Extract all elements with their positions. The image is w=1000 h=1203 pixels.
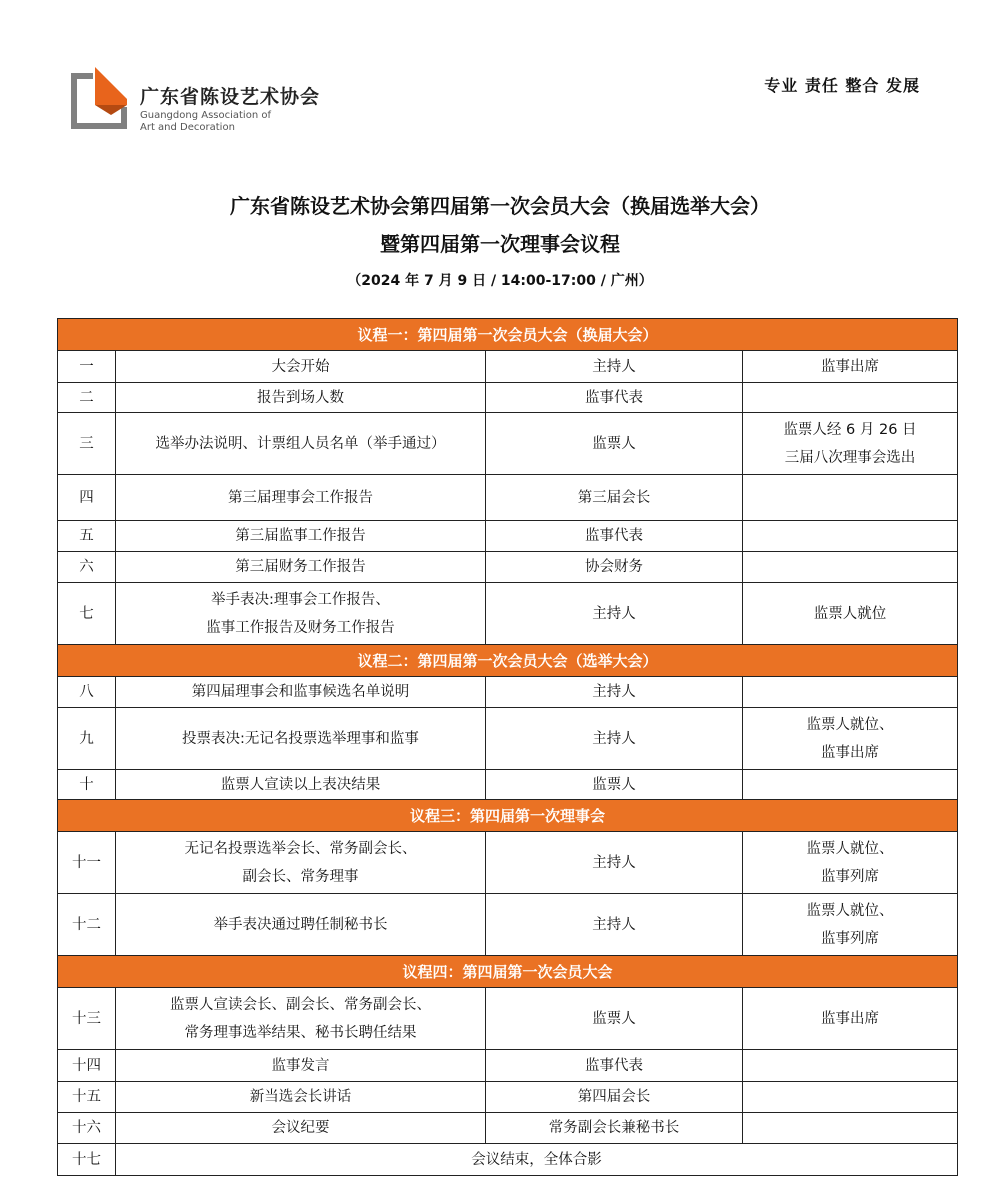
section-header-row — [58, 319, 958, 351]
document-subtitle: （2024 年 7 月 9 日 / 14:00-17:00 / 广州） — [347, 273, 653, 289]
table-row — [58, 413, 958, 475]
closing-text: 会议结束，全体合影 — [116, 1144, 958, 1176]
item-person: 主持人 — [486, 894, 743, 956]
item-number: 十二 — [58, 894, 116, 956]
item-number: 十七 — [58, 1144, 116, 1176]
section-title: 议程四：第四届第一次会员大会 — [58, 956, 958, 988]
item-person: 第四届会长 — [486, 1082, 743, 1113]
item-content — [116, 708, 486, 770]
item-number: 十 — [58, 770, 116, 800]
item-content — [116, 351, 486, 383]
closing-row — [58, 1144, 958, 1176]
item-note-line: 监票人就位、 — [806, 716, 894, 733]
item-number: 十一 — [58, 832, 116, 894]
item-person: 主持人 — [486, 708, 743, 770]
item-note — [743, 351, 958, 383]
item-note — [743, 1113, 958, 1144]
item-number: 四 — [58, 475, 116, 521]
item-content — [116, 413, 486, 475]
item-content-line: 第三届监事工作报告 — [235, 528, 366, 544]
org-name-en-line1: Guangdong Association of — [140, 110, 271, 121]
item-content — [116, 383, 486, 413]
table-row — [58, 521, 958, 552]
item-content-line: 第四届理事会和监事候选名单说明 — [191, 684, 410, 700]
table-row — [58, 832, 958, 894]
item-note-line: 监票人经 6 月 26 日 — [783, 421, 917, 438]
item-note-line: 监事出席 — [821, 744, 879, 761]
item-content — [116, 1113, 486, 1144]
item-content — [116, 583, 486, 645]
item-note-line: 监票人就位 — [813, 605, 887, 622]
item-note-line: 监事出席 — [821, 358, 879, 375]
item-content — [116, 552, 486, 583]
item-content-line: 监票人宣读会长、副会长、常务副会长、 — [170, 996, 431, 1013]
table-row — [58, 770, 958, 800]
item-content — [116, 475, 486, 521]
item-note — [743, 383, 958, 413]
org-name-en-line2: Art and Decoration — [140, 122, 235, 133]
table-row — [58, 383, 958, 413]
association-logo — [67, 67, 129, 129]
item-note — [743, 708, 958, 770]
item-content-line: 报告到场人数 — [257, 389, 344, 406]
item-number: 二 — [58, 383, 116, 413]
item-note-line: 监事列席 — [821, 868, 879, 885]
item-content-line: 监事工作报告及财务工作报告 — [206, 619, 395, 636]
item-person: 监票人 — [486, 413, 743, 475]
section-header-row — [58, 645, 958, 677]
item-content-line: 无记名投票选举会长、常务副会长、 — [184, 840, 417, 857]
item-note-line: 监票人就位、 — [806, 902, 894, 919]
table-row — [58, 1113, 958, 1144]
item-note-line: 三届八次理事会选出 — [784, 449, 916, 466]
item-person: 监票人 — [486, 770, 743, 800]
item-content — [116, 832, 486, 894]
table-row — [58, 1082, 958, 1113]
item-note — [743, 832, 958, 894]
item-number: 十三 — [58, 988, 116, 1050]
table-row — [58, 708, 958, 770]
org-name-cn: 广东省陈设艺术协会 — [140, 86, 321, 108]
item-content-line: 选举办法说明、计票组人员名单（举手通过） — [155, 435, 446, 452]
item-note — [743, 475, 958, 521]
item-content-line: 投票表决:无记名投票选举理事和监事 — [182, 730, 419, 747]
item-content-line: 举手表决通过聘任制秘书长 — [213, 916, 388, 933]
item-person: 监事代表 — [486, 1050, 743, 1082]
item-number: 十四 — [58, 1050, 116, 1082]
item-note — [743, 521, 958, 552]
item-person: 主持人 — [486, 677, 743, 708]
table-row — [58, 583, 958, 645]
item-content-line: 第三届财务工作报告 — [235, 559, 366, 575]
item-content-line: 常务理事选举结果、秘书长聘任结果 — [184, 1024, 417, 1041]
item-note-line: 监事列席 — [821, 930, 879, 947]
item-content-line: 监事发言 — [271, 1057, 330, 1074]
document-title-line2: 暨第四届第一次理事会议程 — [380, 232, 620, 256]
section-title: 议程二：第四届第一次会员大会（选举大会） — [58, 645, 958, 677]
item-note — [743, 583, 958, 645]
section-title: 议程一：第四届第一次会员大会（换届大会） — [58, 319, 958, 351]
item-person: 监票人 — [486, 988, 743, 1050]
item-content-line: 新当选会长讲话 — [249, 1089, 352, 1105]
item-content-line: 监票人宣读以上表决结果 — [220, 776, 381, 793]
item-person: 主持人 — [486, 351, 743, 383]
item-number: 一 — [58, 351, 116, 383]
section-title: 议程三：第四届第一次理事会 — [58, 800, 958, 832]
item-note — [743, 988, 958, 1050]
item-note — [743, 677, 958, 708]
item-number: 九 — [58, 708, 116, 770]
item-content — [116, 988, 486, 1050]
item-content — [116, 677, 486, 708]
item-content — [116, 1050, 486, 1082]
item-number: 五 — [58, 521, 116, 552]
item-content-line: 第三届理事会工作报告 — [228, 489, 373, 506]
item-number: 八 — [58, 677, 116, 708]
table-row — [58, 988, 958, 1050]
item-content — [116, 894, 486, 956]
org-name-en — [140, 110, 271, 134]
item-person: 主持人 — [486, 832, 743, 894]
item-note — [743, 1082, 958, 1113]
section-header-row — [58, 956, 958, 988]
item-number: 六 — [58, 552, 116, 583]
item-note — [743, 552, 958, 583]
item-note — [743, 770, 958, 800]
item-content — [116, 521, 486, 552]
item-content-line: 副会长、常务理事 — [242, 868, 359, 885]
item-note — [743, 413, 958, 475]
table-row — [58, 1050, 958, 1082]
item-content-line: 举手表决:理事会工作报告、 — [211, 591, 390, 608]
item-note — [743, 1050, 958, 1082]
slogan: 专业 责任 整合 发展 — [764, 76, 920, 95]
agenda-table — [57, 318, 958, 1176]
table-row — [58, 894, 958, 956]
item-note-line: 监事出席 — [821, 1010, 879, 1027]
item-content — [116, 770, 486, 800]
item-number: 三 — [58, 413, 116, 475]
item-number: 七 — [58, 583, 116, 645]
table-row — [58, 351, 958, 383]
item-person: 协会财务 — [486, 552, 743, 583]
item-note-line: 监票人就位、 — [806, 840, 894, 857]
item-person: 监事代表 — [486, 383, 743, 413]
item-number: 十五 — [58, 1082, 116, 1113]
table-row — [58, 677, 958, 708]
item-person: 第三届会长 — [486, 475, 743, 521]
item-content-line: 大会开始 — [271, 358, 330, 375]
document-title-line1: 广东省陈设艺术协会第四届第一次会员大会（换届选举大会） — [230, 194, 770, 218]
table-row — [58, 475, 958, 521]
item-person: 常务副会长兼秘书长 — [486, 1113, 743, 1144]
section-header-row — [58, 800, 958, 832]
item-number: 十六 — [58, 1113, 116, 1144]
item-content-line: 会议纪要 — [271, 1120, 330, 1136]
table-row — [58, 552, 958, 583]
item-person: 主持人 — [486, 583, 743, 645]
item-note — [743, 894, 958, 956]
item-person: 监事代表 — [486, 521, 743, 552]
item-content — [116, 1082, 486, 1113]
